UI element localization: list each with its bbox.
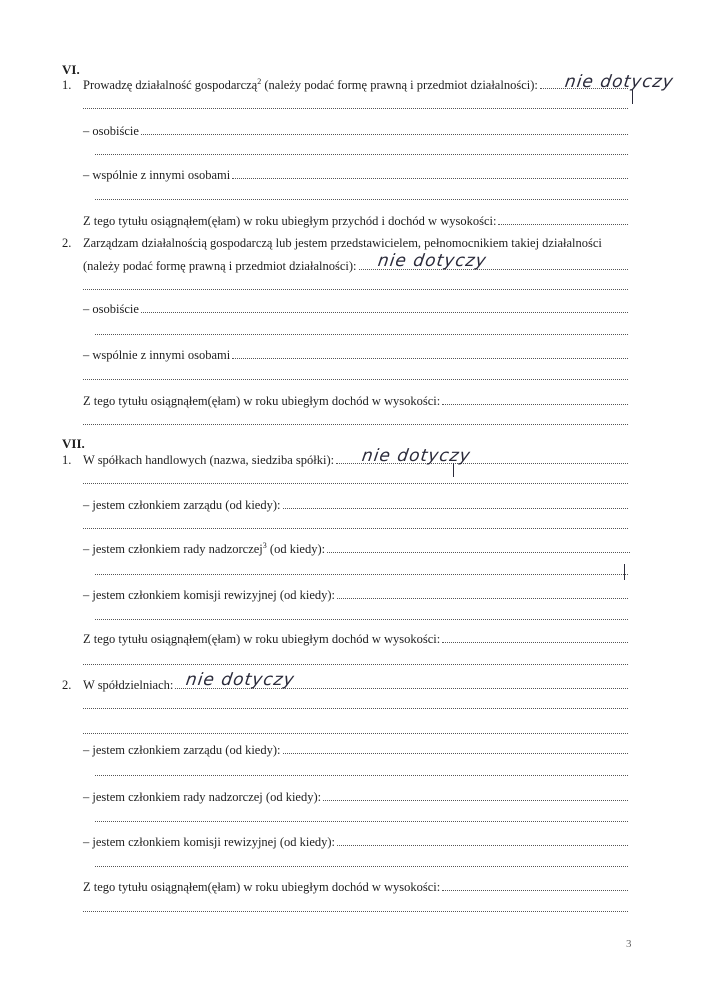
handwritten-answer: nie dotyczy xyxy=(376,251,489,271)
board-label: – jestem członkiem zarządu (od kiedy): xyxy=(83,498,281,512)
audit-line xyxy=(83,835,628,850)
audit-label: – jestem członkiem komisji rewizyjnej (od kiedy): xyxy=(83,588,336,602)
income-label: Z tego tytułu osiągnąłem(ęłam) w roku ubiegłym dochód w wysokości: xyxy=(83,632,441,646)
item-number: 2. xyxy=(62,236,72,250)
supervisory-label: – jestem członkiem rady nadzorczej$^3$ (od kiedy): xyxy=(83,540,326,556)
income-line xyxy=(83,394,628,409)
answer-field[interactable] xyxy=(442,632,628,643)
answer-field[interactable] xyxy=(232,348,628,359)
supervisory-label: – jestem członkiem rady nadzorczej (od kiedy): xyxy=(83,790,322,804)
handwritten-answer: nie dotyczy xyxy=(563,72,676,92)
supervisory-line xyxy=(83,790,628,805)
audit-line xyxy=(83,588,628,603)
answer-field[interactable] xyxy=(337,835,628,846)
jointly-label: – wspólnie z innymi osobami xyxy=(83,348,231,362)
handwriting-stroke xyxy=(632,90,633,104)
answer-field[interactable] xyxy=(83,424,628,425)
answer-field[interactable] xyxy=(95,574,628,575)
answer-field[interactable] xyxy=(498,214,628,225)
item-number: 1. xyxy=(62,78,72,92)
business-activity-label: Prowadzę działalność gospodarczą$^2$ (należy podać formę prawną i przedmiot działalności): xyxy=(83,76,538,92)
answer-field[interactable] xyxy=(327,542,630,553)
answer-field[interactable] xyxy=(83,289,628,290)
answer-field[interactable] xyxy=(323,790,628,801)
answer-field[interactable] xyxy=(83,108,628,109)
cooperatives-line xyxy=(83,678,628,693)
answer-field[interactable] xyxy=(83,911,628,912)
answer-field[interactable] xyxy=(95,775,628,776)
management-line-2 xyxy=(83,259,628,274)
answer-field[interactable] xyxy=(95,334,628,335)
answer-field[interactable] xyxy=(95,199,628,200)
answer-field[interactable] xyxy=(95,866,628,867)
board-line xyxy=(83,498,628,513)
answer-field[interactable] xyxy=(83,379,628,380)
personally-label: – osobiście xyxy=(83,124,139,138)
answer-field[interactable] xyxy=(83,483,628,484)
answer-field[interactable] xyxy=(232,168,628,179)
footnote-marker: 3 xyxy=(262,540,267,550)
answer-field[interactable] xyxy=(141,302,628,313)
answer-field[interactable] xyxy=(83,528,628,529)
audit-label: – jestem członkiem komisji rewizyjnej (od kiedy): xyxy=(83,835,336,849)
companies-line xyxy=(83,453,628,468)
income-line xyxy=(83,632,628,647)
jointly-line xyxy=(83,348,628,363)
income-label: Z tego tytułu osiągnąłem(ęłam) w roku ubiegłym dochód w wysokości: xyxy=(83,880,441,894)
page-number: 3 xyxy=(626,938,632,950)
answer-field[interactable] xyxy=(283,743,629,754)
answer-field[interactable] xyxy=(95,154,628,155)
section-heading-vii: VII. xyxy=(62,436,85,451)
income-label: Z tego tytułu osiągnąłem(ęłam) w roku ubiegłym przychód i dochód w wysokości: xyxy=(83,214,497,228)
cooperatives-label: W spółdzielniach: xyxy=(83,678,174,692)
income-label: Z tego tytułu osiągnąłem(ęłam) w roku ubiegłym dochód w wysokości: xyxy=(83,394,441,408)
income-line xyxy=(83,880,628,895)
answer-field[interactable] xyxy=(442,394,628,405)
footnote-marker: 2 xyxy=(257,76,262,86)
companies-label: W spółkach handlowych (nazwa, siedziba spółki): xyxy=(83,453,335,467)
income-line xyxy=(83,214,628,229)
personally-label: – osobiście xyxy=(83,302,139,316)
answer-field[interactable] xyxy=(141,124,628,135)
management-label-2: (należy podać formę prawną i przedmiot działalności): xyxy=(83,259,357,273)
answer-field[interactable] xyxy=(95,821,628,822)
answer-field[interactable] xyxy=(283,498,629,509)
personally-line xyxy=(83,124,628,139)
item-number: 2. xyxy=(62,678,72,692)
margin-stroke xyxy=(624,564,625,580)
answer-field[interactable] xyxy=(95,619,628,620)
jointly-line xyxy=(83,168,628,183)
management-label: Zarządzam działalnością gospodarczą lub jestem przedstawicielem, pełnomocnikiem takiej działalności xyxy=(83,236,602,250)
jointly-label: – wspólnie z innymi osobami xyxy=(83,168,231,182)
business-activity-line xyxy=(83,78,628,93)
handwriting-stroke xyxy=(453,463,454,477)
answer-field[interactable] xyxy=(337,588,628,599)
board-line xyxy=(83,743,628,758)
board-label: – jestem członkiem zarządu (od kiedy): xyxy=(83,743,281,757)
handwritten-answer: nie dotyczy xyxy=(184,670,297,690)
management-line xyxy=(83,236,628,251)
answer-field[interactable] xyxy=(83,733,628,734)
item-number: 1. xyxy=(62,453,72,467)
answer-field[interactable] xyxy=(83,708,628,709)
personally-line xyxy=(83,302,628,317)
answer-field[interactable] xyxy=(442,880,628,891)
handwritten-answer: nie dotyczy xyxy=(360,446,473,466)
section-heading-vi: VI. xyxy=(62,62,80,77)
supervisory-line xyxy=(83,542,630,557)
answer-field[interactable] xyxy=(83,664,628,665)
